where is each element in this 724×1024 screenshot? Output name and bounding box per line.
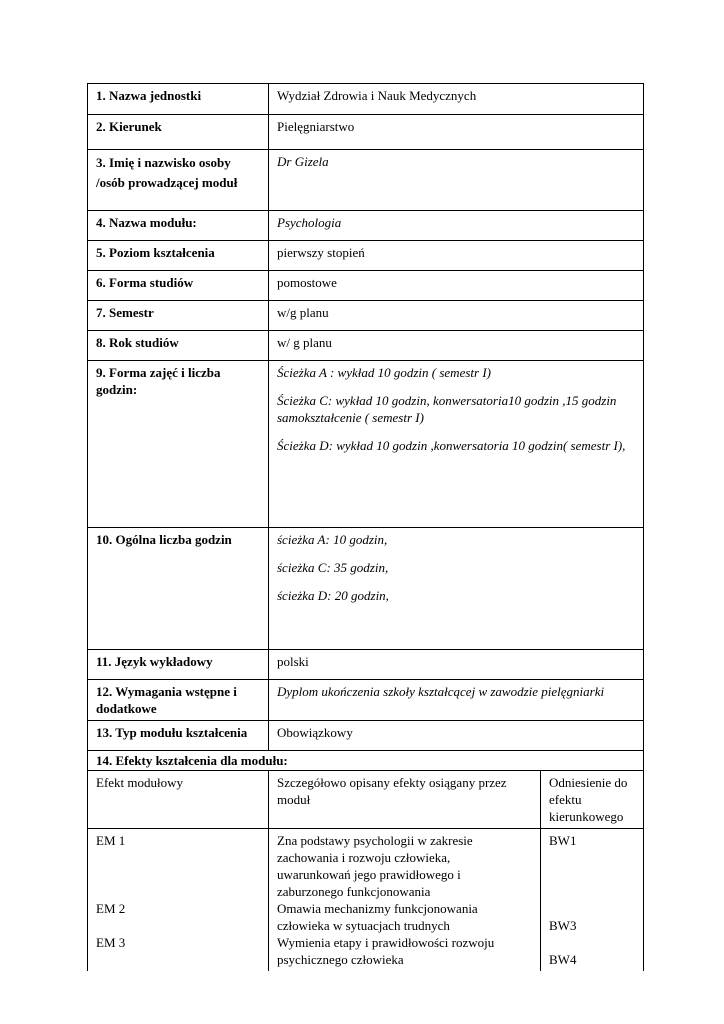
effect-codes-cell <box>88 829 269 972</box>
row-study-year <box>88 331 644 361</box>
value-field-of-study: Pielęgniarstwo <box>269 115 644 150</box>
label-study-form: 6. Forma studiów <box>88 271 269 301</box>
row-module-type <box>88 721 644 751</box>
row-module-name <box>88 211 644 241</box>
row-unit-name <box>88 84 644 115</box>
row-study-form <box>88 271 644 301</box>
value-unit-name: Wydział Zdrowia i Nauk Medycznych <box>269 84 644 115</box>
hours-path-c: ścieżka C: 35 godzin, <box>277 560 389 575</box>
effect-ref-em3: BW4 <box>549 952 577 967</box>
path-d-text: Ścieżka D: wykład 10 godzin ,konwersatoria 10 godzin( semestr I), <box>277 438 626 453</box>
label-total-hours: 10. Ogólna liczba godzin <box>88 528 269 650</box>
path-a-text: Ścieżka A : wykład 10 godzin ( semestr I) <box>277 365 491 380</box>
effect-code-em3: EM 3 <box>96 935 126 950</box>
row-total-hours <box>88 528 644 650</box>
label-lecturer: 3. Imię i nazwisko osoby /osób prowadzącej moduł <box>88 150 269 211</box>
module-syllabus-document <box>87 83 643 971</box>
effect-desc-em1: Zna podstawy psychologii w zakresie zachowania i rozwoju człowieka, uwarunkowań jego prawidłowego i zaburzonego funkcjonowania <box>277 833 473 899</box>
label-language: 11. Język wykładowy <box>88 650 269 680</box>
label-education-level: 5. Poziom kształcenia <box>88 241 269 271</box>
effect-code-em1: EM 1 <box>96 833 126 848</box>
label-class-forms: 9. Forma zajęć i liczba godzin: <box>88 361 269 528</box>
row-education-level <box>88 241 644 271</box>
effect-code-em2: EM 2 <box>96 901 126 916</box>
hours-path-d: ścieżka D: 20 godzin, <box>277 588 389 603</box>
value-lecturer: Dr Gizela <box>269 150 644 211</box>
label-module-type: 13. Typ modułu kształcenia <box>88 721 269 751</box>
value-education-level: pierwszy stopień <box>269 241 644 271</box>
header-detailed-effect: Szczegółowo opisany efekty osiągany przez moduł <box>269 771 541 829</box>
effect-desc-em2: Omawia mechanizmy funkcjonowania człowieka w sytuacjach trudnych <box>277 901 478 933</box>
label-requirements: 12. Wymagania wstępne i dodatkowe <box>88 680 269 721</box>
effect-descriptions-cell <box>269 829 541 972</box>
effect-desc-em3: Wymienia etapy i prawidłowości rozwoju psychicznego człowieka <box>277 935 495 967</box>
effect-refs-cell <box>541 829 644 972</box>
row-requirements <box>88 680 644 721</box>
label-field-of-study: 2. Kierunek <box>88 115 269 150</box>
value-requirements: Dyplom ukończenia szkoły kształcącej w zawodzie pielęgniarki <box>269 680 644 721</box>
effect-ref-em2: BW3 <box>549 918 577 933</box>
value-total-hours <box>269 528 644 650</box>
row-language <box>88 650 644 680</box>
value-module-type: Obowiązkowy <box>269 721 644 751</box>
row-class-forms <box>88 361 644 528</box>
learning-outcomes-table <box>87 751 644 971</box>
header-module-effect: Efekt modułowy <box>88 771 269 829</box>
section14-title: 14. Efekty kształcenia dla modułu: <box>88 751 644 771</box>
label-semester: 7. Semestr <box>88 301 269 331</box>
effect-ref-em1: BW1 <box>549 833 577 848</box>
value-study-year: w/ g planu <box>269 331 644 361</box>
label-module-name: 4. Nazwa modułu: <box>88 211 269 241</box>
hours-path-a: ścieżka A: 10 godzin, <box>277 532 388 547</box>
label-unit-name: 1. Nazwa jednostki <box>88 84 269 115</box>
header-direction-effect: Odniesienie do efektu kierunkowego <box>541 771 644 829</box>
value-study-form: pomostowe <box>269 271 644 301</box>
row-lecturer <box>88 150 644 211</box>
path-c-text: Ścieżka C: wykład 10 godzin, konwersatoria10 godzin ,15 godzin samokształcenie ( semestr I) <box>277 393 617 425</box>
value-module-name: Psychologia <box>269 211 644 241</box>
section14-title-row <box>88 751 644 771</box>
row-semester <box>88 301 644 331</box>
value-class-forms <box>269 361 644 528</box>
label-study-year: 8. Rok studiów <box>88 331 269 361</box>
module-info-table <box>87 83 644 751</box>
outcomes-header-row <box>88 771 644 829</box>
outcomes-body-row <box>88 829 644 972</box>
row-field-of-study <box>88 115 644 150</box>
value-semester: w/g planu <box>269 301 644 331</box>
value-language: polski <box>269 650 644 680</box>
